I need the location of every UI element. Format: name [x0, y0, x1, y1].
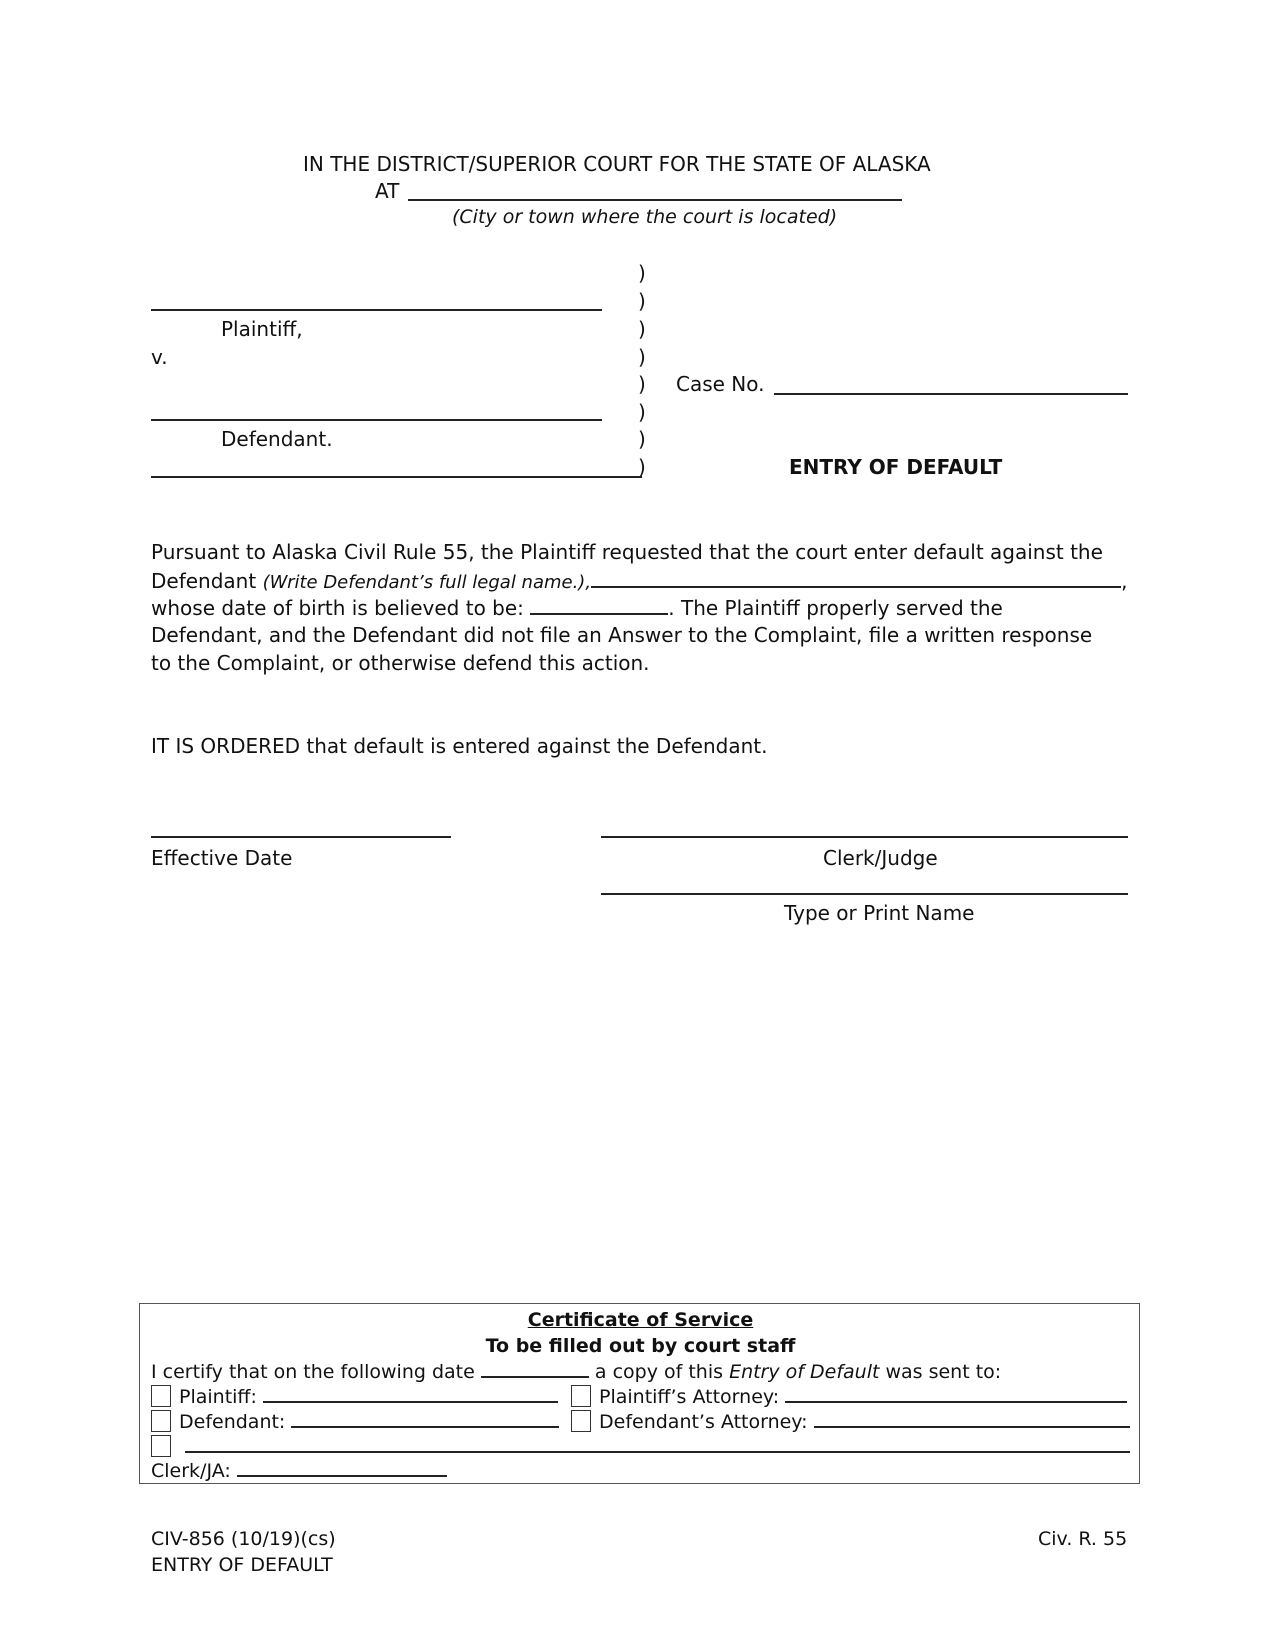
form-id: CIV-856 (10/19)(cs)	[151, 1528, 336, 1550]
plaintiff-attorney-checkbox[interactable]	[571, 1385, 591, 1407]
other-recipient-field[interactable]	[185, 1435, 1130, 1453]
certify-prefix: I certify that on the following date	[151, 1361, 481, 1383]
service-date-field[interactable]	[481, 1360, 589, 1378]
certify-suffix: was sent to:	[879, 1361, 1002, 1383]
clerk-ja-label: Clerk/JA:	[151, 1460, 231, 1482]
form-name: ENTRY OF DEFAULT	[151, 1554, 333, 1576]
certify-doc-name: Entry of Default	[729, 1361, 880, 1383]
defendant-name-hint: (Write Defendant’s full legal name.),	[262, 572, 592, 593]
defendant-checkbox[interactable]	[151, 1410, 171, 1432]
other-service-row	[151, 1435, 1130, 1458]
plaintiff-checkbox[interactable]	[151, 1385, 171, 1407]
court-location-hint: (City or town where the court is located)	[452, 206, 838, 228]
certificate-title: Certificate of Service	[527, 1309, 754, 1331]
defendant-attorney-label: Defendant’s Attorney:	[599, 1411, 808, 1433]
print-name-label: Type or Print Name	[784, 901, 975, 925]
caption-paren: )	[638, 261, 646, 285]
body-comma: ,	[1121, 569, 1128, 593]
case-no-field[interactable]	[774, 393, 1128, 395]
caption-paren: )	[638, 289, 646, 313]
defendant-full-name-field[interactable]	[591, 568, 1121, 588]
body-line-5: to the Complaint, or otherwise defend this action.	[151, 651, 650, 675]
clerk-judge-signature-field[interactable]	[601, 836, 1128, 838]
effective-date-label: Effective Date	[151, 846, 293, 870]
certificate-of-service-box	[139, 1303, 1140, 1484]
plaintiff-service-label: Plaintiff:	[179, 1386, 257, 1408]
defendant-label: Defendant.	[221, 427, 333, 451]
certify-mid: a copy of this	[588, 1361, 730, 1383]
caption-bottom-rule	[151, 476, 642, 478]
plaintiff-attorney-field[interactable]	[785, 1385, 1127, 1403]
print-name-field[interactable]	[601, 893, 1128, 895]
case-no-label: Case No.	[676, 372, 765, 396]
dob-field[interactable]	[530, 595, 668, 615]
defendant-attorney-service-row	[571, 1410, 1130, 1433]
body-line-4: Defendant, and the Defendant did not file an Answer to the Complaint, file a written response	[151, 623, 1093, 647]
defendant-attorney-field[interactable]	[814, 1410, 1130, 1428]
caption-paren: )	[638, 400, 646, 424]
body-line-1: Pursuant to Alaska Civil Rule 55, the Plaintiff requested that the court enter default against the	[151, 540, 1103, 564]
caption-paren: )	[638, 372, 646, 396]
other-recipient-checkbox[interactable]	[151, 1435, 171, 1457]
caption-paren: )	[638, 345, 646, 369]
body-line-2	[151, 568, 1127, 593]
court-title: IN THE DISTRICT/SUPERIOR COURT FOR THE STATE OF ALASKA	[303, 152, 931, 176]
plaintiff-attorney-label: Plaintiff’s Attorney:	[599, 1386, 780, 1408]
defendant-service-field[interactable]	[291, 1410, 559, 1428]
court-location-field[interactable]	[408, 199, 902, 201]
clerk-judge-label: Clerk/Judge	[823, 846, 938, 870]
dob-prefix: whose date of birth is believed to be:	[151, 596, 531, 620]
plaintiff-service-field[interactable]	[263, 1385, 558, 1403]
certificate-subtitle: To be filled out by court staff	[485, 1335, 796, 1357]
plaintiff-label: Plaintiff,	[221, 317, 303, 341]
certify-statement	[151, 1360, 1001, 1383]
dob-suffix: . The Plaintiff properly served the	[668, 596, 1003, 620]
defendant-name-field[interactable]	[151, 419, 602, 421]
versus-label: v.	[151, 345, 168, 369]
document-title: ENTRY OF DEFAULT	[789, 455, 1003, 479]
effective-date-field[interactable]	[151, 836, 451, 838]
caption-paren: )	[638, 427, 646, 451]
clerk-ja-field[interactable]	[237, 1459, 447, 1477]
defendant-service-label: Defendant:	[179, 1411, 286, 1433]
at-label: AT	[375, 179, 400, 203]
caption-paren: )	[638, 455, 646, 479]
defendant-attorney-checkbox[interactable]	[571, 1410, 591, 1432]
court-rule: Civ. R. 55	[1038, 1528, 1128, 1550]
plaintiff-service-row	[151, 1385, 558, 1408]
order-text: IT IS ORDERED that default is entered against the Defendant.	[151, 734, 768, 758]
plaintiff-attorney-service-row	[571, 1385, 1127, 1408]
caption-paren: )	[638, 317, 646, 341]
body-defendant-prefix: Defendant	[151, 569, 263, 593]
clerk-row	[151, 1459, 447, 1482]
plaintiff-name-field[interactable]	[151, 309, 602, 311]
body-line-3	[151, 595, 1003, 620]
defendant-service-row	[151, 1410, 559, 1433]
